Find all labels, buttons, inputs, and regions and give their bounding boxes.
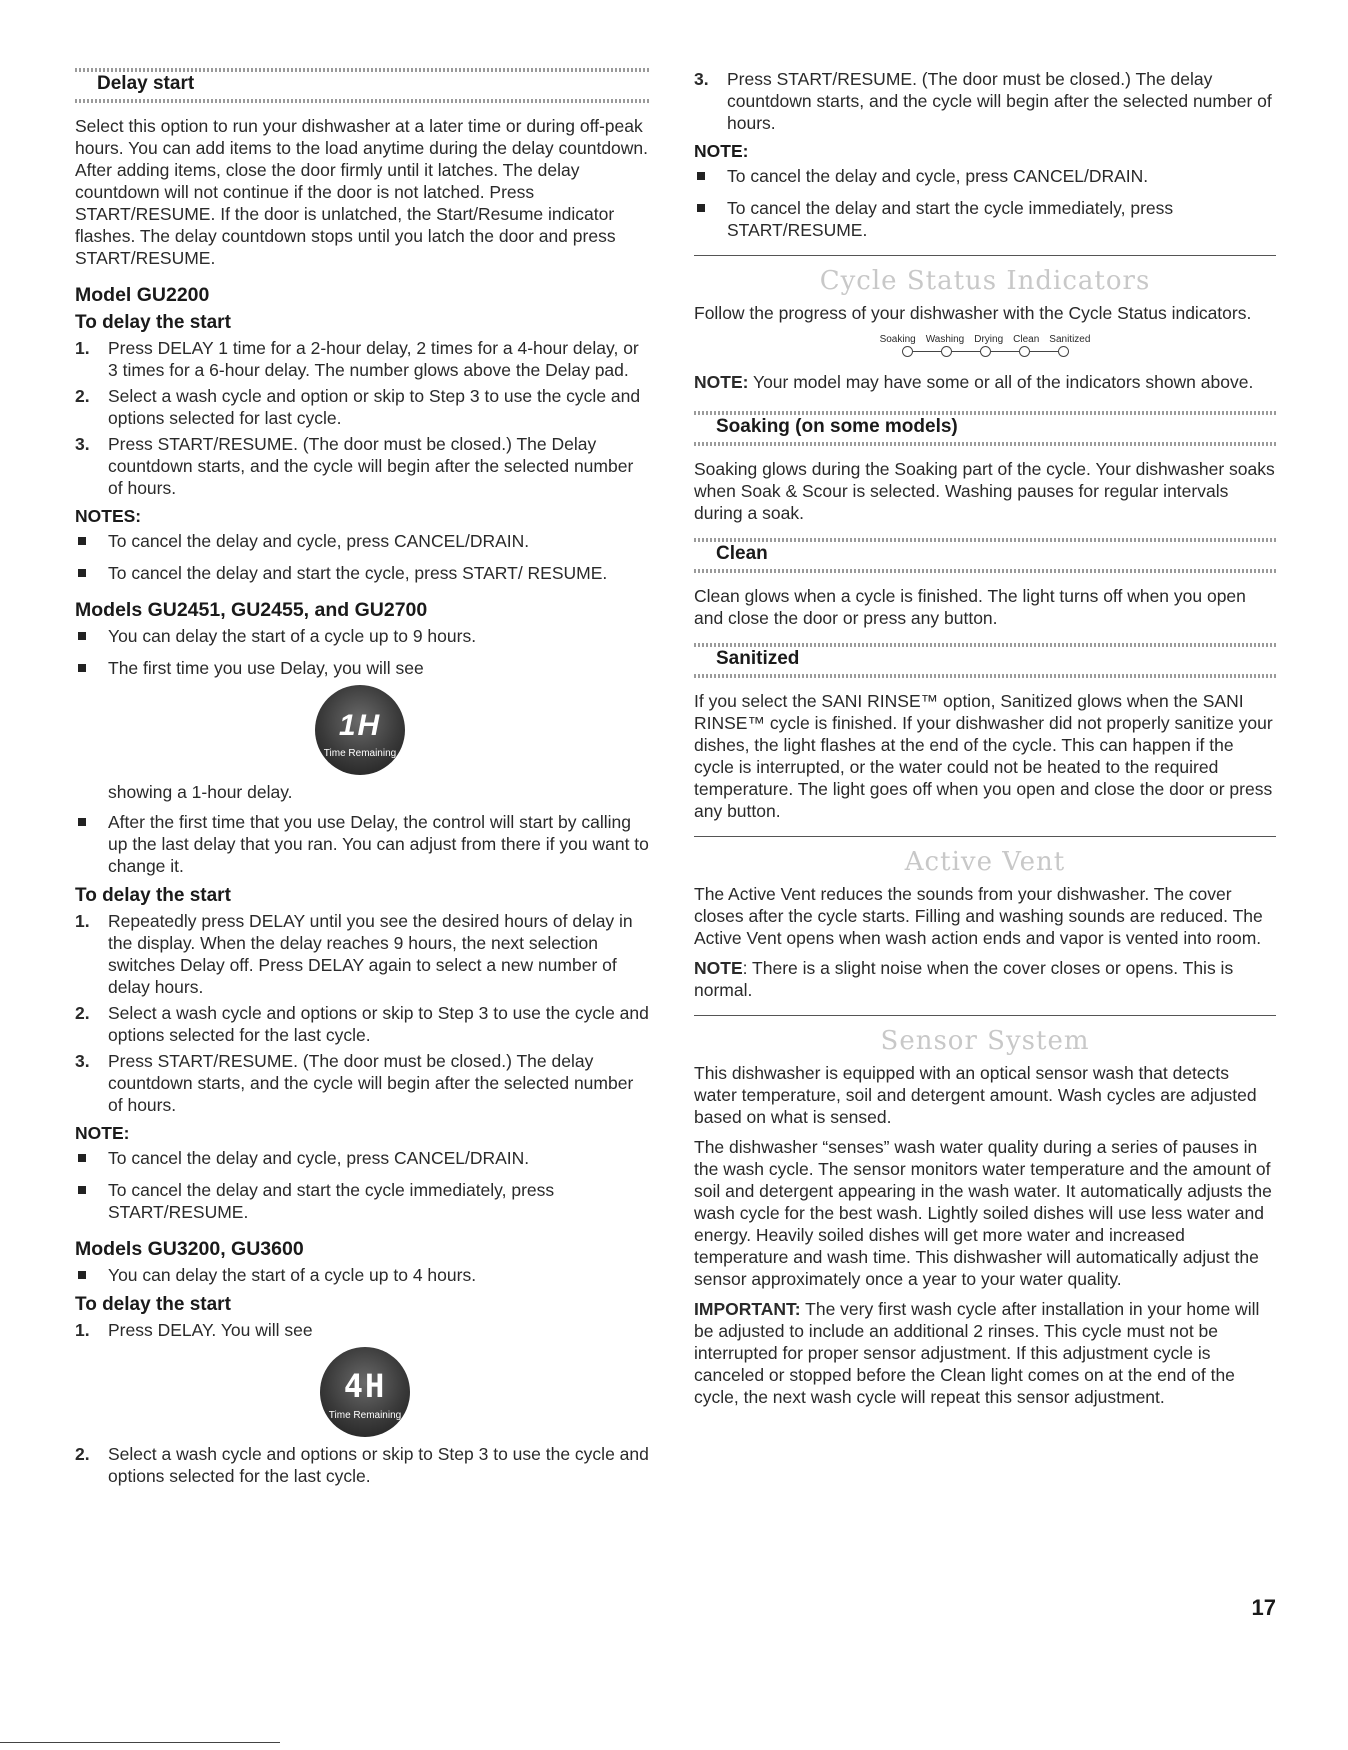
- continued-steps: [694, 68, 1276, 134]
- step-item: 2. Select a wash cycle and options or skip to Step 3 to use the cycle and options selected for the last cycle.: [75, 1003, 649, 1045]
- model2-notes: [75, 1147, 650, 1223]
- left-column: [75, 68, 650, 1491]
- notes-heading: NOTES:: [75, 506, 142, 526]
- step-item: 3. Press START/RESUME. (The door must be closed.) The delay countdown starts, and the cycle will begin after the selected number of hours.: [694, 69, 1272, 133]
- step-item: 2. Select a wash cycle and option or skip to Step 3 to use the cycle and options selected for last cycle.: [75, 386, 641, 428]
- model1-steps: [75, 337, 650, 499]
- note-heading: NOTE:: [694, 141, 749, 161]
- right-notes: [694, 165, 1276, 241]
- model3-bullets: [75, 1264, 650, 1286]
- delay-start-heading: Delay start: [75, 68, 650, 101]
- clean-text: Clean glows when a cycle is finished. The light turns off when you open and close the door or press any button.: [694, 586, 1246, 628]
- note-item: To cancel the delay and cycle, press CANCEL/DRAIN.: [75, 530, 650, 552]
- model2-steps: [75, 910, 650, 1116]
- step-item: 2. Select a wash cycle and options or skip to Step 3 to use the cycle and options selected for the last cycle.: [75, 1444, 649, 1486]
- model2-after: [75, 811, 650, 877]
- sanitized-heading: Sanitized: [694, 643, 1276, 676]
- section-divider: [694, 255, 1276, 256]
- model3-steps: [75, 1319, 650, 1341]
- note-item: To cancel the delay and start the cycle immediately, press START/RESUME.: [75, 1179, 650, 1223]
- section-divider: [694, 1015, 1276, 1016]
- status-indicator-dots: [694, 346, 1276, 357]
- bullet-item: After the first time that you use Delay, the control will start by calling up the last delay that you ran. You can adjust from there if you want to change it.: [75, 811, 650, 877]
- step-item: 1. Press DELAY 1 time for a 2-hour delay, 2 times for a 4-hour delay, or 3 times for a 6-hour delay. The number glows above the Delay pad.: [75, 338, 639, 380]
- note-item: To cancel the delay and start the cycle immediately, press START/RESUME.: [694, 197, 1276, 241]
- status-label: Clean: [1013, 334, 1040, 345]
- note-item: To cancel the delay and cycle, press CANCEL/DRAIN.: [75, 1147, 650, 1169]
- delay-start-text: Select this option to run your dishwasher at a later time or during off-peak hours. You can add items to the load anytime during the delay countdown. After adding items, close the door firmly until it latches. The delay countdown will not continue if the door is not latched. Press START/RESUME. If the door is unlatched, the Start/Resume indicator flashes. The delay countdown stops until you latch the door and press START/RESUME.: [75, 116, 649, 268]
- model3-steps-2: [75, 1443, 650, 1487]
- page-number: 17: [1251, 1595, 1276, 1620]
- cycle-status-note: NOTE: Your model may have some or all of the indicators shown above.: [694, 372, 1254, 392]
- sensor-text-1: This dishwasher is equipped with an optical sensor wash that detects water temperature, soil and detergent amount. Wash cycles are adjusted based on what is sensed.: [694, 1063, 1257, 1127]
- to-delay-start-heading: To delay the start: [75, 312, 231, 333]
- step-item: 3. Press START/RESUME. (The door must be closed.) The delay countdown starts, and the cycle will begin after the selected number of hours.: [75, 1051, 634, 1115]
- models-gu2451-heading: Models GU2451, GU2455, and GU2700: [75, 599, 428, 621]
- models-gu3200-heading: Models GU3200, GU3600: [75, 1238, 304, 1260]
- bullet-item: You can delay the start of a cycle up to 9 hours.: [75, 625, 650, 647]
- model-gu2200-heading: Model GU2200: [75, 284, 210, 306]
- active-vent-note: NOTE: There is a slight noise when the cover closes or opens. This is normal.: [694, 958, 1234, 1000]
- clean-heading: Clean: [694, 538, 1276, 571]
- sensor-important: IMPORTANT: The very first wash cycle after installation in your home will be adjusted to include an additional 2 rinses. This cycle must not be interrupted for proper sensor adjustment. If this adjustment cycle is canceled or stopped before the Clean light comes on at the end of the cycle, the next wash cycle will repeat this sensor adjustment.: [694, 1299, 1260, 1407]
- note-heading: NOTE:: [75, 1123, 130, 1143]
- sensor-system-title: Sensor System: [880, 1026, 1090, 1056]
- footer-rule: [0, 1742, 280, 1743]
- active-vent-text: The Active Vent reduces the sounds from your dishwasher. The cover closes after the cycle starts. Filling and washing sounds are reduced. The Active Vent opens when wash action ends and vapor is vented into room.: [694, 884, 1263, 948]
- active-vent-title: Active Vent: [904, 847, 1066, 877]
- to-delay-start-heading-3: To delay the start: [75, 1294, 231, 1315]
- cycle-status-title: Cycle Status Indicators: [819, 266, 1151, 296]
- delay-display-4h: 4H Time Remaining: [320, 1347, 410, 1437]
- sensor-text-2: The dishwasher “senses” wash water quality during a series of pauses in the wash cycle. The sensor monitors water temperature and the amount of soil and detergent appearing in the wash water. It automatically adjusts the wash cycle for the best wash. Lightly soiled dishes will use less water and energy. Heavily soiled dishes will get more water and increased temperature and wash time. This dishwasher will automatically adjust the sensor approximately once a year to your water quality.: [694, 1137, 1272, 1289]
- status-label: Soaking: [879, 334, 916, 345]
- section-divider: [694, 836, 1276, 837]
- indicator-light: [941, 346, 952, 357]
- model1-notes: [75, 530, 650, 584]
- soaking-text: Soaking glows during the Soaking part of the cycle. Your dishwasher soaks when Soak & Scour is selected. Washing pauses for regular intervals during a soak.: [694, 459, 1275, 523]
- bullet-item: You can delay the start of a cycle up to 4 hours.: [75, 1264, 650, 1286]
- right-column: [694, 68, 1276, 1416]
- status-label: Drying: [974, 334, 1004, 345]
- bullet-item: The first time you use Delay, you will see: [75, 657, 650, 679]
- cycle-status-text: Follow the progress of your dishwasher with the Cycle Status indicators.: [694, 303, 1252, 323]
- step-item: 3. Press START/RESUME. (The door must be closed.) The Delay countdown starts, and the cycle will begin after the selected number of hours.: [75, 434, 634, 498]
- note-item: To cancel the delay and start the cycle, press START/ RESUME.: [75, 562, 650, 584]
- indicator-light: [902, 346, 913, 357]
- indicator-light: [1058, 346, 1069, 357]
- showing-text: showing a 1-hour delay.: [108, 782, 293, 802]
- model2-bullets: [75, 625, 650, 679]
- status-label: Sanitized: [1049, 334, 1091, 345]
- soaking-heading: Soaking (on some models): [694, 411, 1276, 444]
- note-item: To cancel the delay and cycle, press CANCEL/DRAIN.: [694, 165, 1276, 187]
- indicator-light: [1019, 346, 1030, 357]
- status-label: Washing: [925, 334, 965, 345]
- status-labels: [694, 334, 1276, 345]
- step-item: 1. Press DELAY. You will see: [75, 1320, 313, 1340]
- indicator-light: [980, 346, 991, 357]
- step-item: 1. Repeatedly press DELAY until you see the desired hours of delay in the display. When the delay reaches 9 hours, the next selection switches Delay off. Press DELAY again to select a new number of delay hours.: [75, 911, 633, 997]
- delay-display-1h: 1H Time Remaining: [315, 685, 405, 775]
- to-delay-start-heading-2: To delay the start: [75, 885, 231, 906]
- sanitized-text: If you select the SANI RINSE™ option, Sanitized glows when the SANI RINSE™ cycle is finished. If your dishwasher did not properly sanitize your dishes, the light flashes at the end of the cycle. This can happen if the cycle is interrupted, or the water could not be heated to the required temperature. The light goes off when you open and close the door or press any button.: [694, 691, 1273, 821]
